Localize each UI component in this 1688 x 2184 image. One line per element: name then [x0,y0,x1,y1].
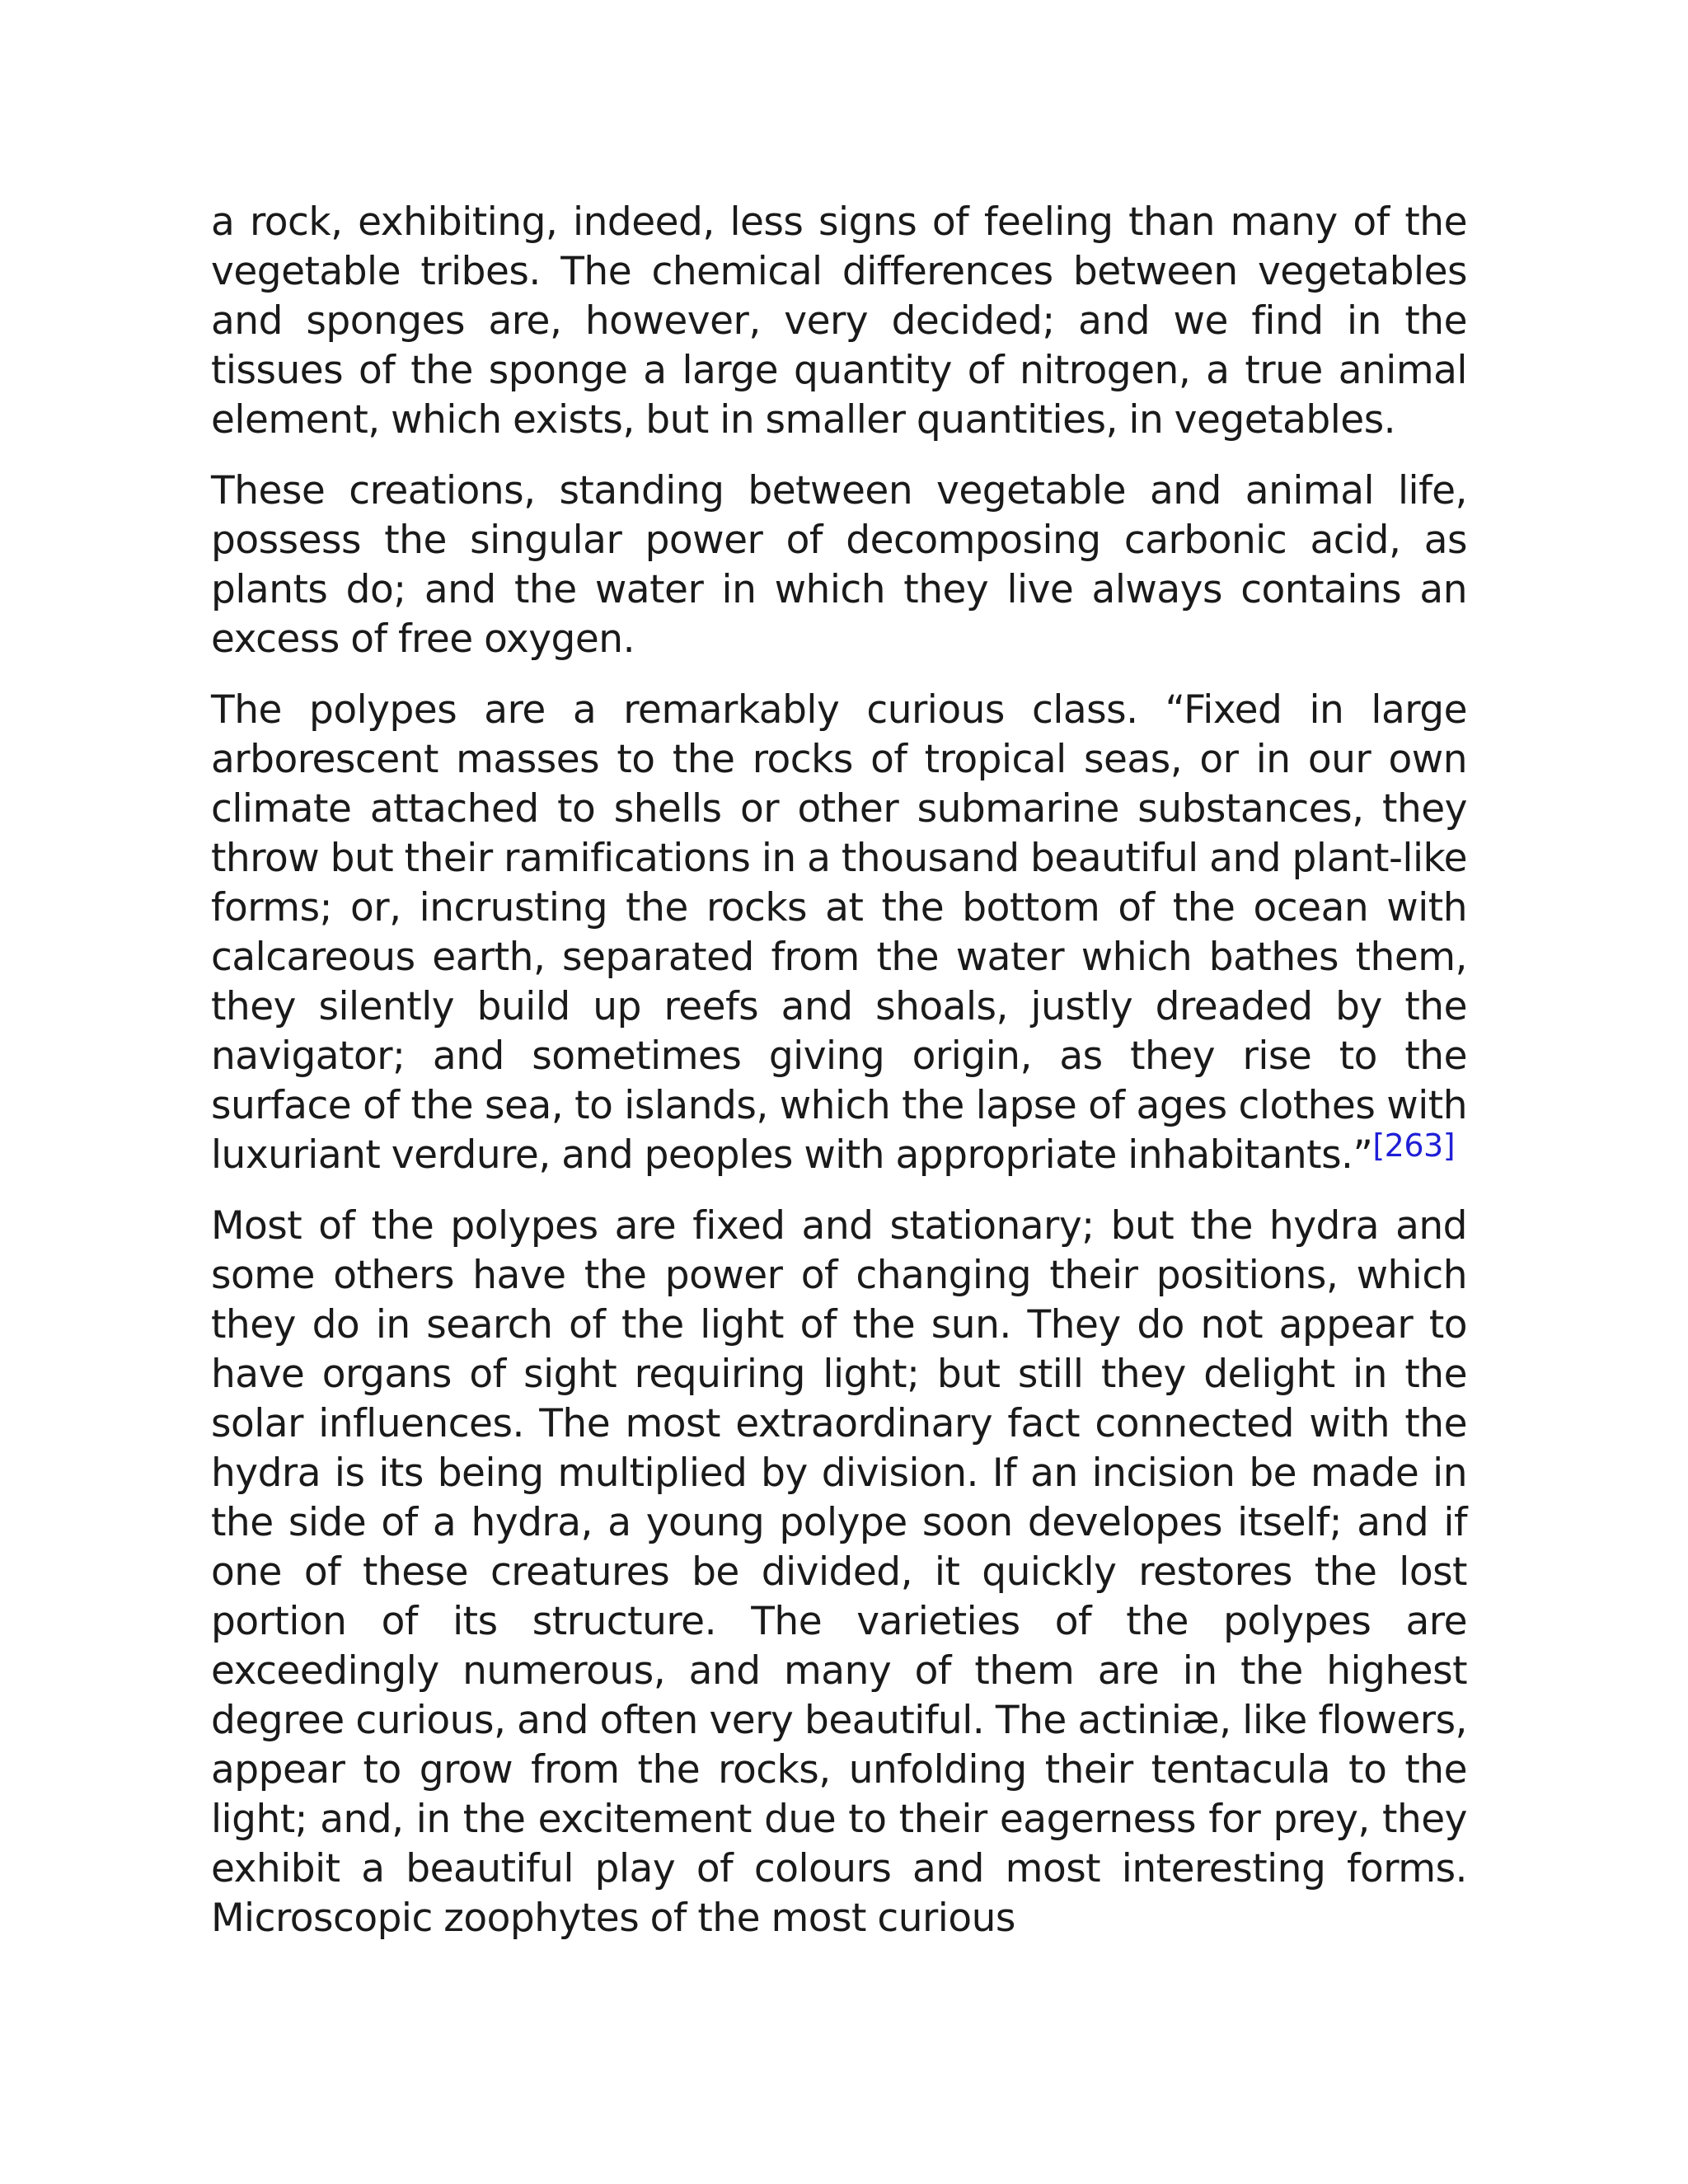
page-body [211,198,1467,1965]
paragraph-4: Most of the polypes are fixed and stationary; but the hydra and some others have the power of changing their positions, which they do in search of the light of the sun. They do not appear to have organs of sight requiring light; but still they delight in the solar influences. The most extraordinary fact connected with the hydra is its being multiplied by division. If an incision be made in the side of a hydra, a young polype soon developes itself; and if one of these creatures be divided, it quickly restores the lost portion of its structure. The varieties of the polypes are exceedingly numerous, and many of them are in the highest degree curious, and often very beautiful. The actiniæ, like flowers, appear to grow from the rocks, unfolding their tentacula to the light; and, in the excitement due to their eagerness for prey, they exhibit a beautiful play of colours and most interesting forms. Microscopic zoophytes of the most curious [211,1203,1467,1941]
paragraph-3-text: The polypes are a remarkably curious class. “Fixed in large arborescent masses to the rocks of tropical seas, or in our own climate attached to shells or other submarine substances, they throw but their ramifications in a thousand beautiful and plant-like forms; or, incrusting the rocks at the bottom of the ocean with calcareous earth, separated from the water which bathes them, they silently build up reefs and shoals, justly dreaded by the navigator; and sometimes giving origin, as they rise to the surface of the sea, to islands, which the lapse of ages clothes with luxuriant verdure, and peoples with appropriate inhabitants.” [211,687,1467,1178]
footnote-link-263[interactable]: [263] [1372,1127,1456,1164]
paragraph-1: a rock, exhibiting, indeed, less signs of feeling than many of the vegetable tribes. The chemical differences between vegetables and sponges are, however, very decided; and we find in the tissues of the sponge a large quantity of nitrogen, a true animal element, which exists, but in smaller quantities, in vegetables. [211,199,1467,443]
paragraph-3 [211,686,1467,1180]
paragraph-2: These creations, standing between vegetable and animal life, possess the singular power of decomposing carbonic acid, as plants do; and the water in which they live always contains an excess of free oxygen. [211,468,1467,662]
